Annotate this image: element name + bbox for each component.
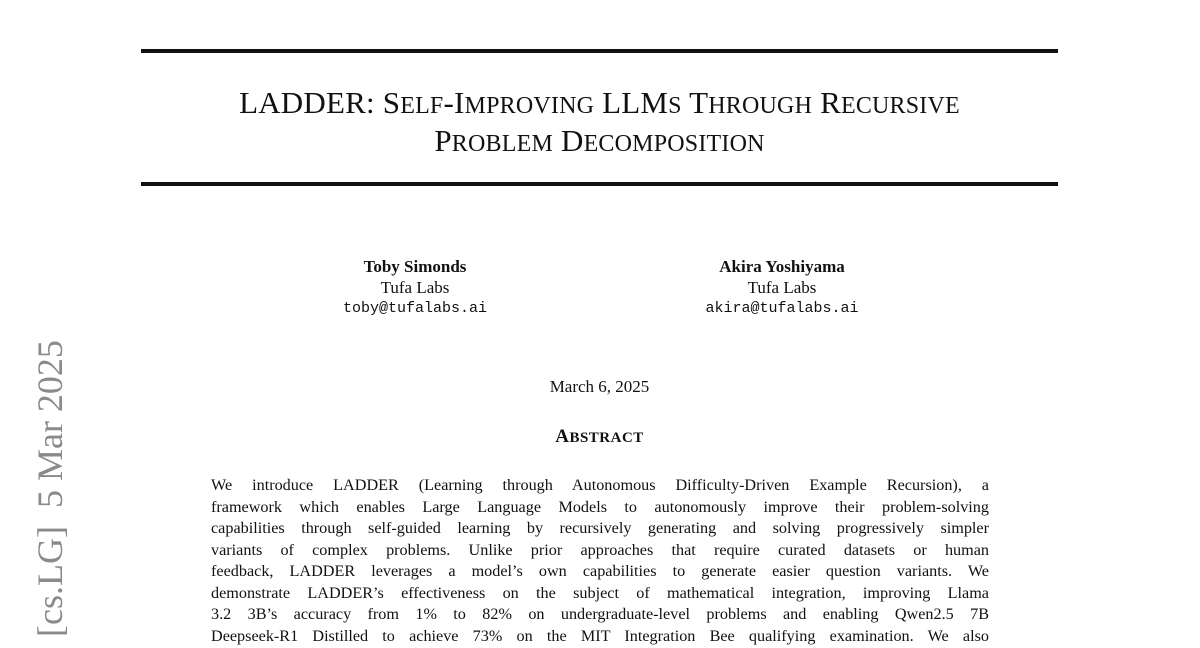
title-segment: ECOMPOSITION — [583, 131, 765, 157]
author-block-1 — [265, 256, 565, 319]
author-name: Akira Yoshiyama — [719, 257, 845, 276]
title-segment: MPROVING — [464, 93, 595, 119]
paper-date: March 6, 2025 — [549, 377, 650, 396]
abstract-line: feedback, LADDER leverages a model’s own capabilities to generate easier question variants. We — [211, 562, 989, 580]
abstract-line: We introduce LADDER (Learning through Autonomous Difficulty-Driven Example Recursion), a — [211, 476, 989, 494]
author-name: Toby Simonds — [363, 257, 467, 276]
abstract-heading-initial: A — [555, 426, 570, 447]
title-segment: HROUGH — [708, 93, 813, 119]
title-line-1 — [141, 84, 1058, 125]
abstract-line: demonstrate LADDER’s effectiveness on the subject of mathematical integration, improving Llama — [211, 583, 989, 602]
abstract-body — [211, 475, 989, 647]
author-affiliation: Tufa Labs — [747, 278, 817, 297]
title-line-2 — [141, 122, 1058, 163]
abstract-line: variants of complex problems. Unlike prior approaches that require curated datasets or human — [211, 540, 989, 559]
author-email: toby@tufalabs.ai — [342, 300, 488, 317]
abstract-heading — [141, 426, 1058, 448]
title-segment: S — [668, 93, 682, 119]
author-email: akira@tufalabs.ai — [705, 300, 859, 317]
abstract-line: capabilities through self-guided learning by recursively generating and solving progressively simpler — [211, 519, 989, 537]
title-segment: ECURSIVE — [840, 93, 960, 119]
author-affiliation: Tufa Labs — [380, 278, 450, 297]
abstract-heading-rest: BSTRACT — [569, 430, 644, 446]
abstract-line: Deepseek-R1 Distilled to achieve 73% on the MIT Integration Bee qualifying examination. We also — [211, 626, 989, 645]
arxiv-sidebar-stamp — [30, 340, 70, 637]
title-segment: D — [553, 123, 584, 158]
title-segment: T — [681, 85, 709, 120]
title-segment: P — [434, 123, 452, 158]
title-segment: ELF — [400, 93, 444, 119]
title-bottom-rule — [141, 182, 1058, 186]
title-segment: LLM — [594, 85, 669, 120]
abstract-line: framework which enables Large Language Models to autonomously improve their problem-solving — [211, 497, 989, 516]
arxiv-category: [cs.LG] — [30, 526, 70, 637]
title-segment: LADDER: S — [239, 85, 401, 120]
abstract-line: 3.2 3B’s accuracy from 1% to 82% on undergraduate-level problems and enabling Qwen2.5 7B — [211, 605, 989, 623]
arxiv-date: 5 Mar 2025 — [30, 340, 70, 509]
title-segment: R — [812, 85, 841, 120]
title-segment: -I — [443, 85, 465, 120]
title-top-rule — [141, 49, 1058, 53]
title-segment: ROBLEM — [451, 131, 554, 157]
author-block-2 — [632, 256, 932, 319]
